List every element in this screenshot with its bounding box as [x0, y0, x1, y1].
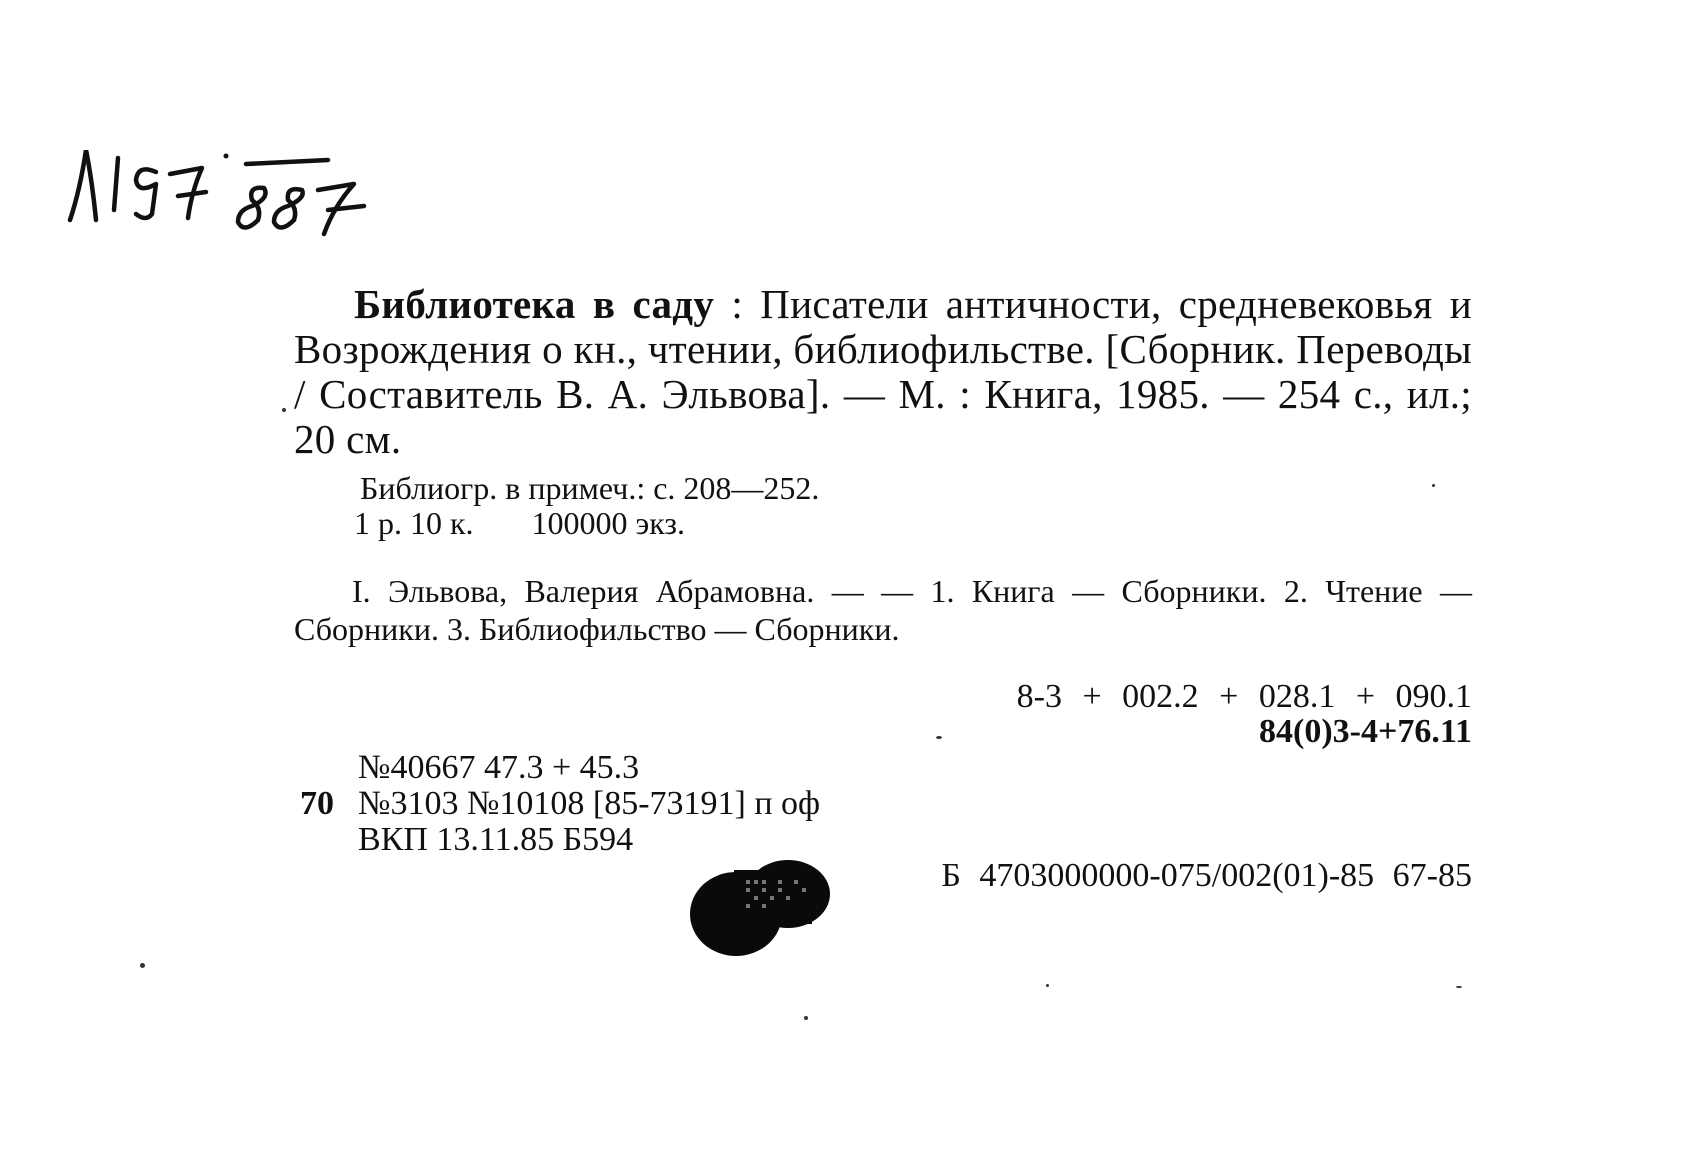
scan-speck [1456, 986, 1462, 988]
scan-speck [140, 963, 145, 968]
scan-speck [1432, 484, 1435, 487]
bibliography-note: Библиогр. в примеч.: с. 208—252. [360, 470, 820, 506]
classification-bbk: 84(0)3-4+76.11 [1259, 713, 1472, 750]
service-info [300, 750, 820, 858]
handwritten-call-number-drawing [66, 150, 406, 270]
classification-udc: 8-3 + 002.2 + 028.1 + 090.1 [1016, 678, 1472, 715]
tracings-text: I. Эльвова, Валерия Абрамовна. — — 1. Книга — Сборники. 2. Чтение — Сборники. 3. Библиофильство — Сборники. [294, 573, 1472, 647]
handwritten-call-number [66, 150, 406, 270]
service-prefix: 70 [300, 785, 334, 822]
service-line-2-text: №3103 №10108 [85-73191] п оф [358, 785, 821, 822]
scan-speck [282, 408, 286, 412]
service-line-3 [300, 822, 820, 858]
tracings [294, 572, 1472, 648]
scan-speck [1046, 984, 1049, 987]
service-line-2 [300, 786, 820, 822]
ink-stamp-drawing [688, 858, 848, 958]
price-line [354, 505, 685, 541]
service-line-1-text: №40667 47.3 + 45.3 [358, 749, 640, 786]
price: 1 р. 10 к. [354, 505, 474, 541]
service-line-3-text: ВКП 13.11.85 Б594 [358, 821, 634, 858]
ink-stamp [688, 858, 848, 958]
entry-description: : Писатели античности, средневековья и Возрождения о кн., чтении, библиофильстве. [Сборник. Переводы / Составитель В. А. Эльвова]. — М. : Книга, 1985. — 254 с., ил.; 20 см. [294, 281, 1472, 462]
scan-speck [936, 736, 942, 739]
print-run: 100000 экз. [531, 505, 686, 541]
service-line-1 [300, 750, 820, 786]
entry-title: Библиотека в саду [354, 281, 715, 327]
scan-speck [804, 1016, 808, 1020]
bibliographic-entry [294, 282, 1472, 462]
index-number: Б 4703000000-075/002(01)-85 67-85 [941, 857, 1472, 894]
